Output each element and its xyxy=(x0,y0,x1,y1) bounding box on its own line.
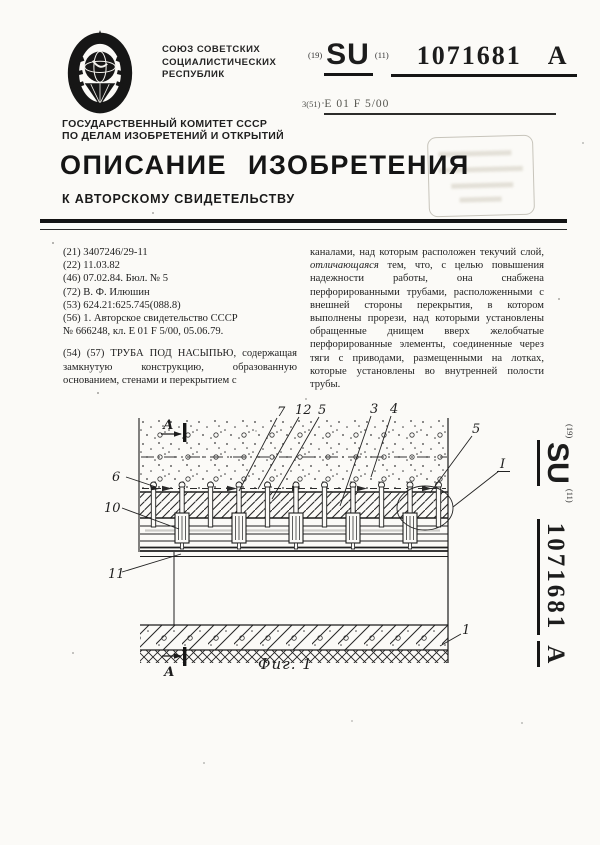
abstract-text-left: (54) (57) ТРУБА ПОД НАСЫПЬЮ, содержащая замкнутую конструкцию, образованную основанием, стенами и перекрытием с xyxy=(63,348,297,386)
code-19: (19) xyxy=(308,50,323,60)
callout-1: 1 xyxy=(462,623,471,638)
scan-noise xyxy=(0,0,2,2)
biblio-line: (21) 3407246/29-11 xyxy=(63,247,148,258)
callout-3: 3 xyxy=(370,403,379,417)
bibliographic-data xyxy=(63,246,297,338)
page-title: ОПИСАНИЕ ИЗОБРЕТЕНИЯ xyxy=(60,150,470,180)
ussr-emblem-icon xyxy=(62,26,138,122)
header-rule xyxy=(40,219,567,230)
ipc-value: E 01 F 5/00 xyxy=(324,98,556,115)
biblio-line: (56) 1. Авторское свидетельство СССР xyxy=(63,313,238,325)
figure-1-drawing xyxy=(90,403,560,703)
callout-11: 11 xyxy=(108,567,125,582)
biblio-line: (46) 07.02.84. Бюл. № 5 xyxy=(63,273,169,285)
callout-12: 12 xyxy=(295,403,312,418)
abstract-text-right-cont: тем, что, с целью повышения надежности работы, она снабжена перфорированными трубами, расположенными с внешней стороны перекрытия, в котором выполнены прорези, над которыми установлены обращенные днищем вверх желобчатые перфорированные элементы, соединенные через тяги с приводами, размещенными на лотках, которые установлены во внутренней полости трубы. xyxy=(310,260,544,391)
left-column xyxy=(63,246,297,391)
country-name: СОЮЗ СОВЕТСКИХ СОЦИАЛИСТИЧЕСКИХ РЕСПУБЛИК xyxy=(162,44,277,80)
biblio-line: (53) 624.21:625.745(088.8) xyxy=(63,299,181,311)
publication-number: 1071681 xyxy=(416,41,522,70)
callout-5a: 5 xyxy=(318,403,327,418)
abstract-italic-term: отличающаяся xyxy=(310,260,379,272)
right-column xyxy=(310,246,544,391)
section-letter-bottom: А xyxy=(164,665,175,680)
callout-7: 7 xyxy=(277,405,286,420)
section-letter-top: А xyxy=(163,418,174,433)
country-code: SU xyxy=(324,38,373,76)
ipc-prefix: 3(51) xyxy=(302,99,321,109)
callout-10: 10 xyxy=(104,501,121,516)
biblio-line: (72) В. Ф. Илюшин xyxy=(63,286,150,298)
abstract-text-right: каналами, над которым расположен текучий слой, xyxy=(310,247,544,258)
figure-1 xyxy=(90,403,560,703)
sidebar-publication-number: 1071681 xyxy=(537,519,568,636)
callout-6: 6 xyxy=(112,470,121,485)
sidebar-country-code: SU xyxy=(537,440,572,486)
committee-name: ГОСУДАРСТВЕННЫЙ КОМИТЕТ СССР ПО ДЕЛАМ ИЗОБРЕТЕНИЙ И ОТКРЫТИЙ xyxy=(62,118,284,142)
code-11: (11) xyxy=(374,50,389,60)
sidebar-kind-code: A xyxy=(537,641,568,667)
biblio-line: № 666248, кл. E 01 F 5/00, 05.06.79. xyxy=(63,326,224,338)
callout-I: I xyxy=(500,457,506,472)
abstract-columns xyxy=(63,246,545,391)
callout-4: 4 xyxy=(390,403,399,417)
kind-code: A xyxy=(547,41,567,70)
figure-caption: Фиг. 1 xyxy=(258,655,313,673)
sidebar-code-11: (11) xyxy=(565,488,575,503)
sidebar-code-19: (19) xyxy=(565,424,575,439)
callout-5b: 5 xyxy=(472,422,481,437)
document-number xyxy=(308,38,577,77)
page-subtitle: К АВТОРСКОМУ СВИДЕТЕЛЬСТВУ xyxy=(62,192,295,206)
sidebar-doc-number xyxy=(537,424,587,700)
ipc-classification xyxy=(302,98,556,115)
biblio-line: (22) 11.03.82 xyxy=(63,260,120,272)
